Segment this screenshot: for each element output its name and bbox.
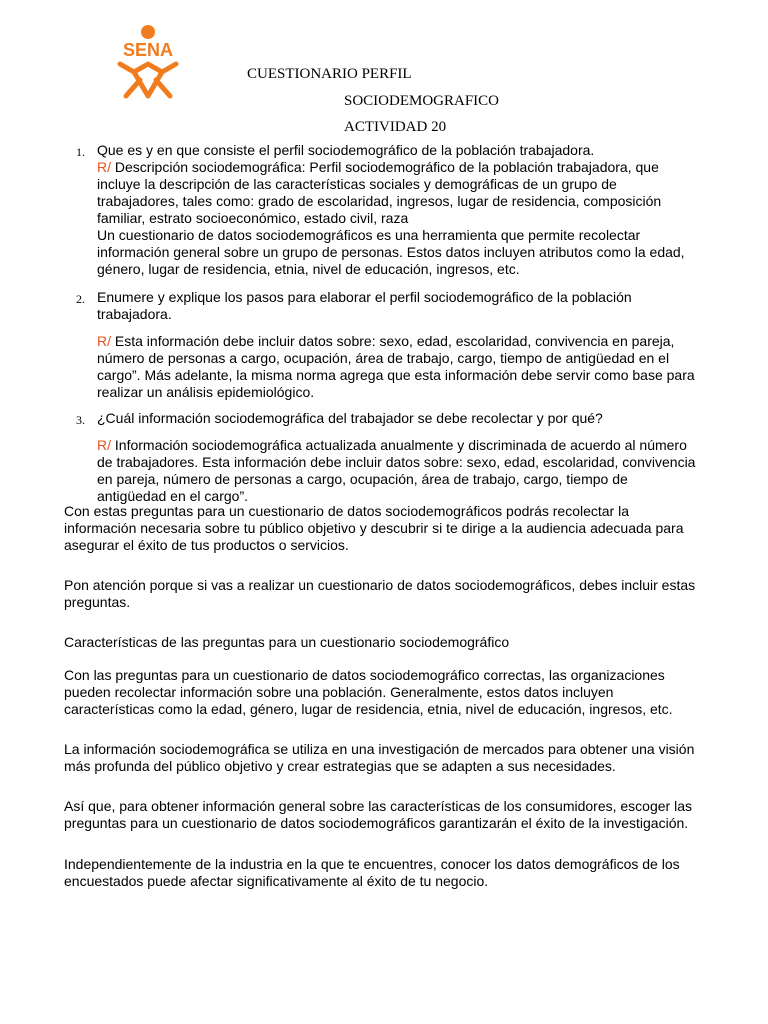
answer-prefix: R/ — [97, 437, 111, 453]
question-item-3 — [76, 410, 696, 505]
question-number: 2. — [76, 292, 85, 306]
question-number: 1. — [76, 145, 85, 159]
body-paragraph-2: Pon atención porque si vas a realizar un cuestionario de datos sociodemográficos, debes incluir estas preguntas. — [64, 577, 696, 610]
answer-body: Información sociodemográfica actualizada anualmente y discriminada de acuerdo al número de trabajadores. Esta información debe incluir datos sobre: sexo, edad, escolaridad, convivencia en pareja, número de personas a cargo, ocupación, área de trabajo, cargo, tiempo de antigüedad en el cargo”. — [97, 437, 696, 504]
logo-head-icon — [141, 25, 155, 39]
body-paragraph-6: Independientemente de la industria en la que te encuentres, conocer los datos demográficos de los encuestados puede afectar significativamente al éxito de tu negocio. — [64, 856, 680, 889]
logo-text: SENA — [122, 40, 174, 60]
logo-figure-icon — [120, 64, 176, 96]
question-text: ¿Cuál información sociodemográfica del trabajador se debe recolectar y por qué? — [97, 410, 603, 426]
document-title-line-2: SOCIODEMOGRAFICO — [344, 93, 500, 109]
answer-extra-text: Un cuestionario de datos sociodemográficos es una herramienta que permite recolectar información general sobre un grupo de personas. Estos datos incluyen atributos como la edad, género, lugar de residencia, etnia, nivel de educación, ingresos, etc. — [97, 227, 685, 277]
sena-logo — [112, 24, 184, 100]
answer-text — [97, 437, 696, 505]
body-paragraph-4: La información sociodemográfica se utiliza en una investigación de mercados para obtener una visión más profunda del público objetivo y crear estrategias que se adapten a sus necesidades. — [64, 741, 695, 774]
question-text: Que es y en que consiste el perfil sociodemográfico de la población trabajadora. — [97, 142, 595, 158]
question-number: 3. — [76, 413, 85, 427]
question-item-2 — [76, 289, 696, 401]
document-title-line-1: CUESTIONARIO PERFIL — [247, 66, 412, 82]
question-list — [76, 142, 696, 505]
answer-text — [97, 159, 696, 227]
body-paragraph-3: Con las preguntas para un cuestionario de datos sociodemográfico correctas, las organizaciones pueden recolectar información sobre una población. Generalmente, estos datos incluyen características como la edad, género, lugar de residencia, etnia, nivel de educación, ingresos, etc. — [64, 667, 673, 717]
answer-body: Descripción sociodemográfica: Perfil sociodemográfico de la población trabajadora, que incluye la descripción de las características sociales y demográficas de un grupo de trabajadores, tales como: grado de escolaridad, ingresos, lugar de residencia, composición familiar, estrato socioeconómico, estado civil, raza — [97, 159, 662, 226]
answer-body: Esta información debe incluir datos sobre: sexo, edad, escolaridad, convivencia en pareja, número de personas a cargo, ocupación, área de trabajo, cargo, tiempo de antigüedad en el cargo”. Más adelante, la misma norma agrega que esta información debe servir como base para realizar un análisis epidemiológico. — [97, 333, 695, 400]
answer-prefix: R/ — [97, 159, 111, 175]
answer-prefix: R/ — [97, 333, 111, 349]
body-paragraph-1: Con estas preguntas para un cuestionario de datos sociodemográficos podrás recolectar la información necesaria sobre tu público objetivo y descubrir si te dirige a la audiencia adecuada para asegurar el éxito de tus productos o servicios. — [64, 503, 684, 553]
section-heading: Características de las preguntas para un cuestionario sociodemográfico — [64, 634, 510, 650]
body-paragraph-5: Así que, para obtener información general sobre las características de los consumidores, escoger las preguntas para un cuestionario de datos sociodemográficos garantizarán el éxito de la investigación. — [64, 798, 692, 831]
question-item-1 — [76, 142, 696, 278]
document-title-line-3: ACTIVIDAD 20 — [344, 119, 447, 135]
answer-text — [97, 333, 696, 401]
question-text: Enumere y explique los pasos para elaborar el perfil sociodemográfico de la población trabajadora. — [97, 289, 632, 322]
